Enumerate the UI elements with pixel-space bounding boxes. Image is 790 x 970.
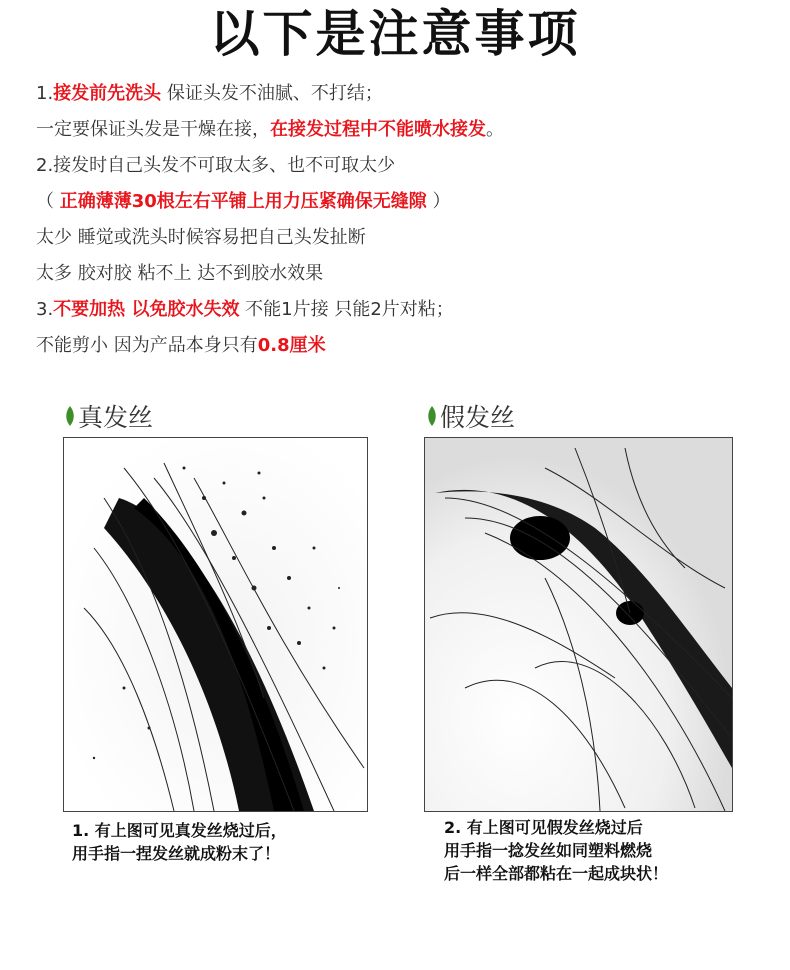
fake-hair-label: 假发丝 [426, 402, 515, 435]
note-line: 太少 睡觉或洗头时候容易把自己头发扯断 [36, 227, 366, 248]
fake-hair-burn-image [425, 438, 732, 811]
real-hair-label: 真发丝 [64, 402, 153, 435]
notes-list [36, 76, 766, 364]
note-line: 1.接发前先洗头 保证头发不油腻、不打结； [36, 83, 383, 104]
note-line: （ 正确薄薄30根左右平铺上用力压紧确保无缝隙 ） [36, 191, 451, 212]
note-line: 不能剪小 因为产品本身只有0.8厘米 [36, 335, 326, 356]
leaf-icon [64, 403, 76, 435]
note-line: 3.不要加热 以免胶水失效 不能1片接 只能2片对粘； [36, 299, 454, 320]
fake-hair-photo [424, 437, 733, 812]
real-hair-caption: 1. 有上图可见真发丝烧过后， 用手指一捏发丝就成粉末了！ [72, 821, 287, 863]
real-hair-photo [63, 437, 368, 812]
note-line: 2.接发时自己头发不可取太多、也不可取太少 [36, 155, 396, 176]
real-hair-burn-image [64, 438, 367, 811]
note-line: 一定要保证头发是干燥在接，在接发过程中不能喷水接发。 [36, 119, 504, 140]
note-line: 太多 胶对胶 粘不上 达不到胶水效果 [36, 263, 324, 284]
fake-hair-caption: 2. 有上图可见假发丝烧过后 用手指一捻发丝如同塑料燃烧 后一样全部都粘在一起成块状！ [444, 818, 669, 883]
page-title: 以下是注意事项 [209, 5, 581, 63]
leaf-icon [426, 403, 438, 435]
